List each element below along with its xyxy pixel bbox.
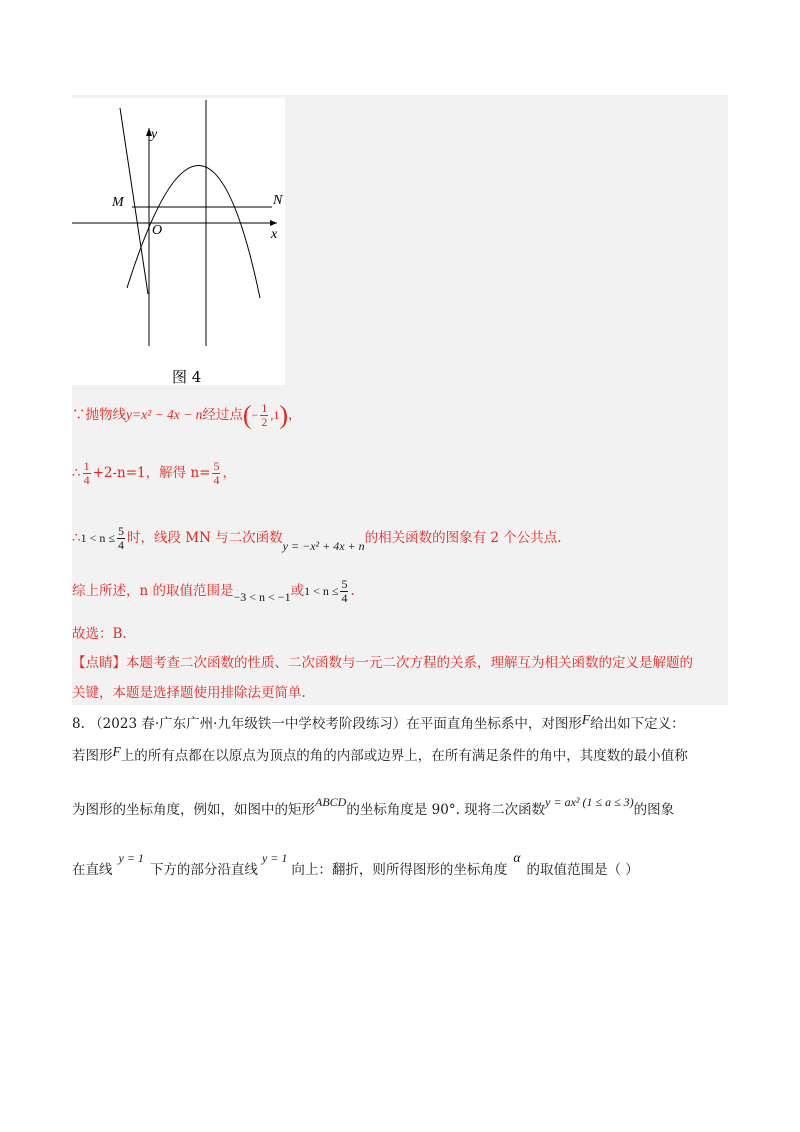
label-n: N [273, 193, 283, 208]
text: 下方的部分沿直线 [149, 862, 258, 878]
text: 给出如下定义： [590, 716, 685, 732]
formula: y = ax² (1 ≤ a ≤ 3) [545, 795, 634, 809]
solution-line-1 [72, 402, 301, 429]
question-line-2 [72, 746, 688, 766]
text: 时，线段 MN 与二次函数 [126, 530, 283, 546]
formula: F [112, 744, 121, 759]
label-y: y [151, 127, 158, 142]
text: 经过点 [202, 407, 243, 423]
fraction: $\frac{5}{4}$ [341, 577, 348, 605]
formula: y=x² − 4x − n [126, 407, 203, 422]
text: 或 [290, 583, 305, 599]
formula: F [581, 712, 591, 727]
solution-line-3 [72, 525, 562, 552]
text: ∴ [72, 530, 81, 546]
text: 8. （2023 春·广东广州·九年级铁一中学校考阶段练习）在平面直角坐标系中，对图形 [72, 716, 582, 732]
text: . [350, 583, 355, 599]
label-o: O [152, 223, 163, 238]
text: +2-n=1，解得 n= [92, 465, 211, 481]
formula: y = −x² + 4x + n [282, 539, 365, 553]
solution-line-2 [72, 460, 236, 487]
text: 综上所述，n 的取值范围是 [72, 583, 234, 599]
formula: 1 < n ≤ [304, 584, 339, 598]
figure-4 [72, 98, 285, 385]
fraction: $\frac{5}{4}$ [117, 524, 124, 552]
question-line-1 [72, 714, 685, 734]
label-x: x [271, 227, 278, 242]
formula: −3 < n < −1 [233, 590, 291, 604]
figure-caption: 图 4 [172, 368, 202, 386]
solution-line-4 [72, 578, 355, 605]
formula: y = 1 [118, 851, 144, 865]
text: 的图象 [633, 802, 675, 818]
text: ∵抛物线 [72, 407, 126, 423]
formula: α [513, 850, 521, 865]
question-line-4 [72, 850, 639, 880]
parabola-graph [72, 98, 285, 385]
fraction: $\frac{1}{2}$ [261, 401, 268, 429]
text: 上的所有点都在以原点为顶点的角的内部或边界上，在所有满足条件的角中，其度数的最小值称 [120, 748, 688, 764]
text: ∴ [72, 465, 81, 481]
text: 的取值范围是（ ） [526, 862, 639, 878]
text: 向上：翻折，则所得图形的坐标角度 [291, 862, 508, 878]
text: 在直线 [72, 862, 113, 878]
formula: ABCD [315, 795, 347, 809]
paren-right: ) [279, 400, 288, 430]
text: 的相关函数的图象有 2 个公共点. [364, 530, 562, 546]
solution-line-7: 关键，本题是选择题使用排除法更简单. [72, 685, 306, 701]
parabola-curve [127, 165, 260, 298]
text: 的坐标角度是 90°. 现将二次函数 [346, 802, 546, 818]
formula: 1 < n ≤ [80, 531, 115, 545]
question-line-3 [72, 795, 675, 820]
label-m: M [112, 195, 124, 210]
solution-line-6: 【点睛】本题考查二次函数的性质、二次函数与一元二次方程的关系，理解互为相关函数的定义是解题的 [72, 655, 693, 671]
formula: y = 1 [261, 851, 288, 865]
text: ， [287, 407, 302, 423]
paren-left: ( [242, 400, 252, 430]
solution-line-5: 故选：B. [72, 626, 127, 642]
fraction: $\frac{5}{4}$ [213, 459, 220, 487]
text: 为图形的坐标角度，例如，如图中的矩形 [72, 802, 315, 818]
x-axis-arrow [270, 220, 277, 226]
text: 若图形 [72, 748, 113, 764]
formula: ,1 [270, 408, 280, 422]
fraction: $\frac{1}{4}$ [83, 459, 90, 487]
text: ， [222, 465, 236, 481]
minus: − [251, 408, 259, 422]
